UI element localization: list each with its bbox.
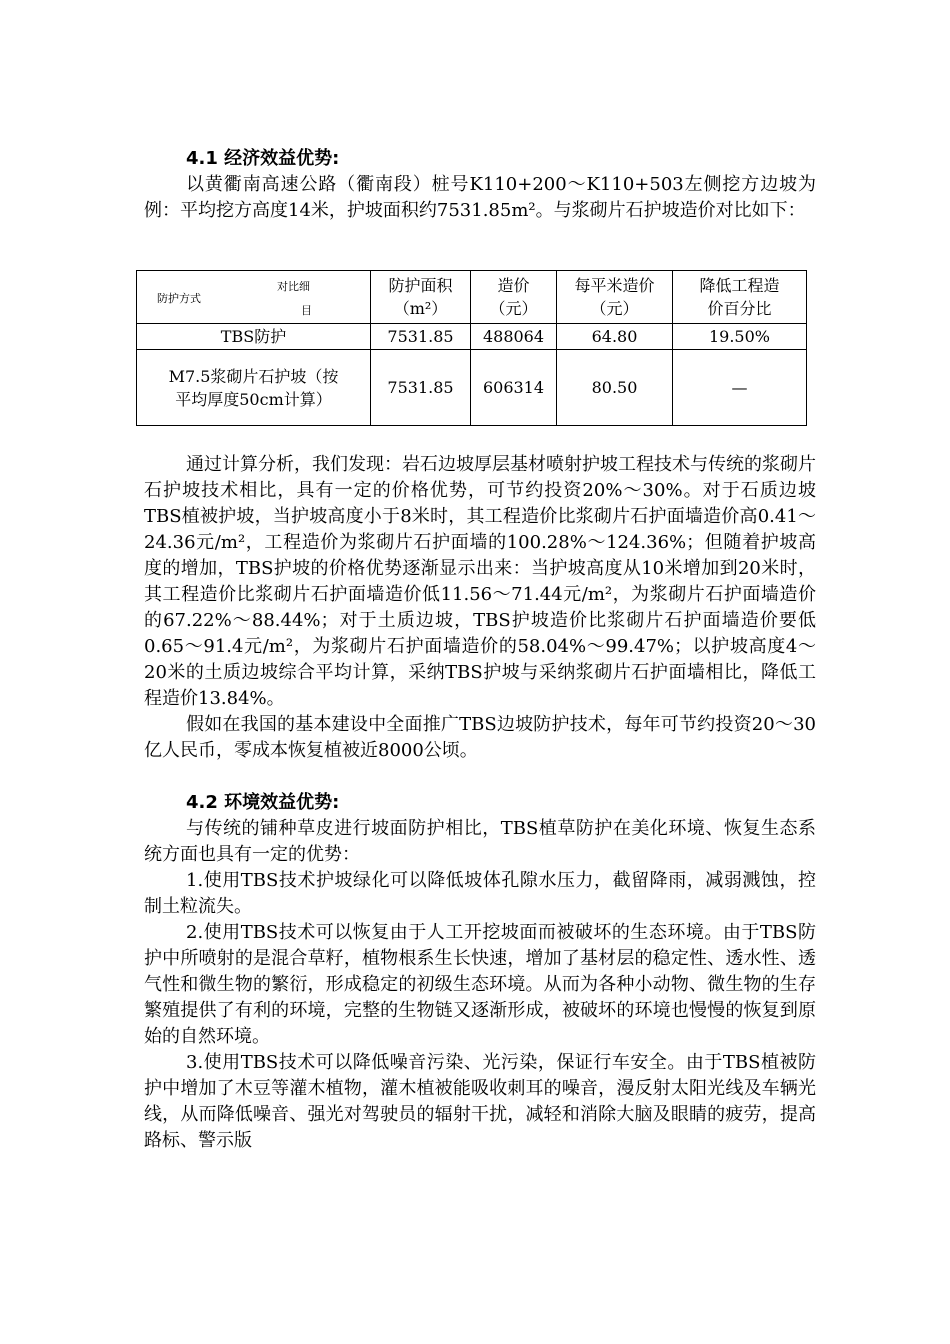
list-item: 3.使用TBS技术可以降低噪音污染、光污染，保证行车安全。由于TBS植被防护中增加了木豆等灌木植物，灌木植被能吸收刺耳的噪音，漫反射太阳光线及车辆光线，从而降低噪音、强光对驾驶员的辐射干扰，减轻和消除大脑及眼睛的疲劳，提高路标、警示版 <box>144 1052 816 1151</box>
cell-method: M7.5浆砌片石护坡（按平均厚度50cm计算） <box>137 350 371 426</box>
table-row <box>137 350 807 426</box>
corner-col-label: 防护方式 <box>157 292 201 305</box>
header-area-line1: 防护面积 <box>388 276 453 295</box>
cell-area: 7531.85 <box>371 324 471 350</box>
table-header-row <box>137 271 807 324</box>
header-cost-line1: 造价 <box>497 276 530 295</box>
corner-row-label-2: 目 <box>301 304 312 317</box>
header-unit-cost <box>557 271 673 324</box>
header-area-line2: （m²） <box>393 299 448 318</box>
analysis-paragraph: 通过计算分析，我们发现：岩石边坡厚层基材喷射护坡工程技术与传统的浆砌片石护坡技术相比，具有一定的价格优势，可节约投资20%～30%。对于石质边坡TBS植被护坡，当护坡高度小于8米时，其工程造价比浆砌片石护面墙造价高0.41～24.36元/m²，工程造价为浆砌片石护面墙的100.28%～124.36%；但随着护坡高度的增加，TBS护坡的价格优势逐渐显示出来：当护坡高度从10米增加到20米时，其工程造价比浆砌片石护面墙造价低11.56～71.44元/m²，为浆砌片石护面墙造价的67.22%～88.44%；对于土质边坡，TBS护坡造价比浆砌片石护面墙造价要低0.65～91.4元/m²，为浆砌片石护面墙造价的58.04%～99.47%；以护坡高度4～20米的土质边坡综合平均计算，采纳TBS护坡与采纳浆砌片石护面墙相比，降低工程造价13.84%。 <box>144 454 816 709</box>
cell-reduction: — <box>673 350 807 426</box>
cost-comparison-table <box>136 270 807 426</box>
cell-area: 7531.85 <box>371 350 471 426</box>
header-reduction-line2: 价百分比 <box>707 299 772 318</box>
header-cost <box>471 271 557 324</box>
cell-cost: 606314 <box>471 350 557 426</box>
header-unit-cost-line1: 每平米造价 <box>574 276 655 295</box>
cell-cost: 488064 <box>471 324 557 350</box>
section-heading-environmental: 4.2 环境效益优势: <box>186 792 340 813</box>
cell-unit-cost: 64.80 <box>557 324 673 350</box>
header-unit-cost-line2: （元） <box>590 299 639 318</box>
header-reduction-line1: 降低工程造 <box>699 276 780 295</box>
promotion-paragraph: 假如在我国的基本建设中全面推广TBS边坡防护技术，每年可节约投资20～30亿人民币，零成本恢复植被近8000公顷。 <box>144 714 816 761</box>
section-intro-economic: 以黄衢南高速公路（衢南段）桩号K110+200～K110+503左侧挖方边坡为例：平均挖方高度14米，护坡面积约7531.85m²。与浆砌片石护坡造价对比如下： <box>144 174 816 221</box>
section-intro-environmental: 与传统的铺种草皮进行坡面防护相比，TBS植草防护在美化环境、恢复生态系统方面也具有一定的优势： <box>144 818 816 865</box>
section-heading-economic: 4.1 经济效益优势: <box>186 148 340 169</box>
table-row <box>137 324 807 350</box>
header-cost-line2: （元） <box>489 299 538 318</box>
header-reduction <box>673 271 807 324</box>
document-body-continued <box>144 452 816 1154</box>
document-body <box>144 146 816 224</box>
cell-method: TBS防护 <box>137 324 371 350</box>
cell-reduction: 19.50% <box>673 324 807 350</box>
corner-row-label-1: 对比细 <box>277 280 310 293</box>
header-area <box>371 271 471 324</box>
cell-unit-cost: 80.50 <box>557 350 673 426</box>
list-item: 2.使用TBS技术可以恢复由于人工开挖坡面而被破坏的生态环境。由于TBS防护中所喷射的是混合草籽，植物根系生长快速，增加了基材层的稳定性、透水性、透气性和微生物的繁衍，形成稳定的初级生态环境。从而为各种小动物、微生物的生存繁殖提供了有利的环境，完整的生物链又逐渐形成，被破坏的环境也慢慢的恢复到原始的自然环境。 <box>144 922 816 1047</box>
table-corner-cell <box>137 271 371 324</box>
list-item: 1.使用TBS技术护坡绿化可以降低坡体孔隙水压力，截留降雨，减弱溅蚀，控制土粒流失。 <box>144 870 816 917</box>
